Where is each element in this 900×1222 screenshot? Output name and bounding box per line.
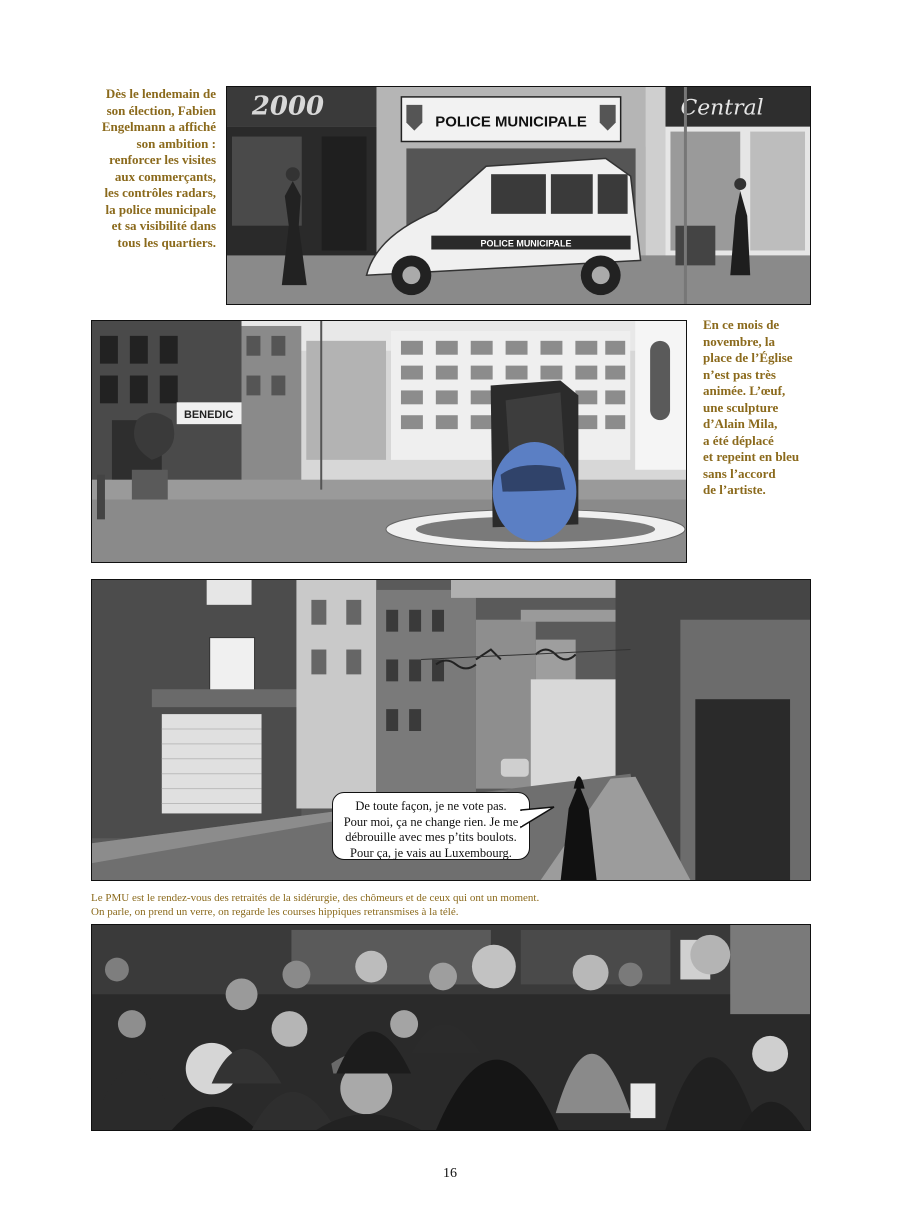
- bubble-line: Pour moi, ça ne change rien. Je me: [343, 814, 519, 829]
- speech-bubble: [332, 792, 530, 860]
- bubble-line: Pour ça, je vais au Luxembourg.: [350, 845, 512, 860]
- shop-sign-central: Central: [680, 95, 764, 121]
- caption-line: et sa visibilité dans: [111, 218, 216, 233]
- egg-square-scene: [92, 321, 686, 562]
- caption-line: d’Alain Mila,: [703, 416, 778, 431]
- bubble-line: De toute façon, je ne vote pas.: [355, 799, 507, 813]
- blue-egg: [493, 442, 577, 541]
- bar-crowd-scene: [92, 925, 810, 1130]
- caption-line: n’est pas très: [703, 366, 776, 382]
- caption-line: renforcer les visites: [109, 152, 216, 167]
- caption-line: On parle, on prend un verre, on regarde les courses hippiques retransmises à la télé.: [91, 906, 459, 918]
- photo-egg-sculpture: [91, 320, 687, 563]
- caption-line: une sculpture: [703, 399, 779, 415]
- shop-sign-2000: 2000: [251, 91, 325, 122]
- caption-line: novembre, la: [703, 333, 775, 349]
- caption-line: sans l’accord: [703, 465, 776, 481]
- caption-line: et repeint en bleu: [703, 449, 800, 464]
- bubble-line: débrouille avec mes p’tits boulots.: [345, 830, 517, 844]
- photo-pmu-bar: [91, 924, 811, 1131]
- caption-line: a été déplacé: [703, 432, 774, 448]
- caption-line: Le PMU est le rendez-vous des retraités de la sidérurgie, des chômeurs et de ceux qui ont un moment.: [91, 892, 540, 904]
- police-car-scene: [227, 87, 810, 304]
- caption-line: tous les quartiers.: [117, 234, 216, 250]
- caption-line: place de l’Église: [703, 350, 793, 365]
- car-label: POLICE MUNICIPALE: [480, 238, 572, 249]
- caption-line: Dès le lendemain de: [105, 86, 216, 101]
- caption-line: la police municipale: [105, 201, 216, 217]
- page-number: 16: [443, 1166, 457, 1181]
- panel4-caption: [91, 891, 811, 919]
- panel1-caption: [88, 86, 216, 251]
- caption-line: aux commerçants,: [114, 168, 216, 184]
- caption-line: les contrôles radars,: [104, 185, 216, 200]
- caption-line: son ambition :: [136, 135, 216, 151]
- speech-bubble-tail: [520, 805, 560, 835]
- panel2-caption: [703, 317, 823, 499]
- caption-line: son élection, Fabien: [106, 102, 216, 118]
- caption-line: animée. L’œuf,: [703, 383, 786, 398]
- caption-line: de l’artiste.: [703, 482, 766, 497]
- photo-police-car: [226, 86, 811, 305]
- caption-line: Engelmann a affiché: [101, 119, 216, 134]
- caption-line: En ce mois de: [703, 317, 780, 332]
- shop-sign-benedic: BENEDIC: [183, 409, 234, 422]
- police-sign: POLICE MUNICIPALE: [435, 114, 587, 131]
